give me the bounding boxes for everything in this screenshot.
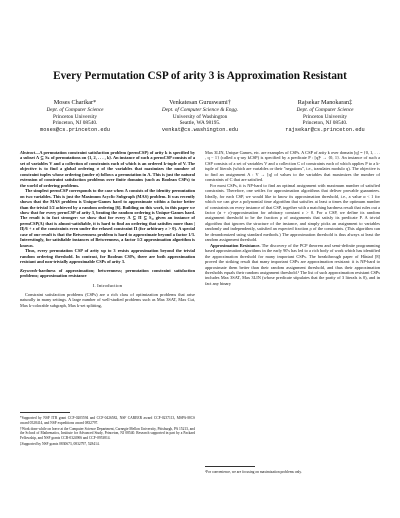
author-city: Princeton, NJ 08540. — [302, 120, 348, 127]
author-city: Princeton, NJ 08540. — [52, 120, 98, 127]
footnotes-left — [20, 412, 195, 448]
abstract — [20, 150, 195, 265]
paragraph-run-in-heading: Approximation Resistance. — [210, 242, 261, 248]
section-heading: I. Introduction — [92, 283, 123, 289]
footnote: ‡Supported by NSF grants 0830673, 0832797, 528414. — [20, 441, 100, 446]
left-column — [20, 150, 195, 308]
abstract-paragraph: The simplest permCSP corresponds to the case when Λ consists of the identity permutation on two variables. This is just the Maximum Acyclic Subgraph (MAS) problem. It was recently shown that the MAS problem is Unique-Games hard to approximate within a factor better than the trivial 1/2 achieved by a random ordering [6]. Building on this work, in this paper we show that for every permCSP of arity 3, beating the random ordering is Unique-Games hard. The result is in fact stronger: we show that for every Λ ⊆ Π ⊆ S₃, given an instance of permCSP(Λ) that is almost-satisfiable, it is hard to find an ordering that satisfies more than |Π|/6 + ε of the constraints even under the relaxed constraint Π (for arbitrary ε > 0). A special case of our result is that the Betweenness problem is hard to approximate beyond a factor 1/3. Interestingly, for satisfiable instances of Betweenness, a factor 1/2 approximation algorithm is known. — [20, 188, 195, 248]
body-paragraph: Constraint satisfaction problems (CSPs) are a rich class of optimization problems that arise naturally in many settings. A large number of well-studied problems such as Max 3SAT, Max Cut, Max k-colorable subgraph, Max k-set splitting, — [20, 291, 195, 308]
footnote-rule — [20, 412, 70, 413]
author-block — [16, 100, 384, 134]
author-affiliation: Dept. of Computer Science — [46, 106, 104, 113]
abstract-paragraph: Thus, every permutation CSP of arity up to 3 resists approximation beyond the trivial random ordering threshold. In contrast, for Boolean CSPs, there are both approximation resistant and non-trivially approximable CSPs of arity 3. — [20, 248, 195, 265]
author-affiliation: Dept. of Computer Science & Engg. — [161, 106, 239, 113]
body-paragraph: Max 3LIN, Unique Games, etc. are examples of CSPs. A CSP of arity k over domain [q] = {0, 1, . . . , q − 1} (called a q-ary kCSP) is specified by a predicate P : [q]ᵏ → {0, 1}. An instance of such a CSP consists of a set of variables V and a collection C of constraints each of which applies P to a k-tuple of literals (which are variables or their "negations", i.e., translates modulo q). The objective is to find an assignment A : V → [q] of values to the variables that maximizes the number of constraints of C that are satisfied. — [205, 150, 380, 183]
author-email: moses@cs.princeton.edu — [40, 127, 110, 134]
author-name: Moses Charikar* — [53, 99, 97, 106]
right-column — [205, 150, 380, 286]
author-email: venkat@cs.washington.edu — [161, 127, 239, 134]
author-institution: Princeton University — [303, 113, 347, 120]
author-2 — [141, 100, 259, 134]
body-paragraph: Approximation Resistance. The discovery of the PCP theorem and semi-definite programming based approximation algorithms in the early 90's has led to a rich body of work which has identified the approximation threshold for many important CSPs. The breakthrough paper of Håstad [8] proved the striking result that many important CSPs are approximation resistant: it is NP-hard to approximate them better than their random assignment threshold, and thus their approximation thresholds equals their random assignment threshold.¹ The list of such approximation resistant CSPs includes Max 3SAT, Max 3LIN (whose predicate stipulates that the parity of 3 literals is 0), and in fact any binary — [205, 242, 380, 286]
author-name: Venkatesan Guruswami† — [169, 99, 231, 106]
paper-title: Every Permutation CSP of arity 3 is Approximation Resistant — [53, 70, 347, 82]
footnote-rule — [205, 466, 255, 467]
footnotes-right — [205, 466, 380, 476]
author-affiliation: Dept. of Computer Science — [296, 106, 354, 113]
author-email: rajsekar@cs.princeton.edu — [285, 127, 365, 134]
author-1 — [16, 100, 134, 134]
author-3 — [266, 100, 384, 134]
keywords-lead: Keywords — [20, 267, 38, 273]
author-institution: University of Washington — [172, 113, 228, 120]
body-paragraph: For most CSPs, it is NP-hard to find an optimal assignment with maximum number of satisfied constraints. Therefore, one settles for approximation algorithms that deliver provable guarantees. Ideally, for each CSP, we would like to know its approximation threshold, i.e., a value α < 1 for which we can give a polynomial time algorithm that satisfies at least α times the optimum number of constraints on every instance of that CSP, together with a matching hardness result that rules out a factor (α + ε)-approximation for arbitrary constant ε > 0. For a CSP, we define its random assignment threshold to be the fraction ρ of assignments that satisfy its predicate P. A trivial algorithm that ignores the structure of the instance, and simply picks an assignment to variables randomly and independently, satisfied an expected fraction ρ of the constraints. (This algorithm can be derandomized using standard methods.) The approximation threshold is thus always at least the random assignment threshold. — [205, 182, 380, 243]
footnote: †Work done while on leave at the Computer Science Department, Carnegie Mellon University, Pittsburgh, PA 15213, and the School of Mathematics, Institute for Advanced Study, Princeton, NJ 08540. Research supported in part by a Packard Fellowship, and NSF grants CCR-0324906 and CCF-0953814. — [20, 426, 195, 440]
introduction-text — [20, 292, 195, 308]
abstract-lead: Abstract — [20, 150, 35, 155]
footnote: ¹For convenience, we are focusing on maximization problems only. — [205, 470, 302, 474]
keywords: Keywords-hardness of approximation; betweenness; permutation constraint satisfaction problems; approximation resistance — [20, 267, 195, 278]
author-name: Rajsekar Manokaran‡ — [297, 99, 353, 106]
author-city: Seattle, WA 98195. — [179, 120, 221, 127]
footnote: *Supported by NSF ITR grant CCF-0205594 and CCF-0426582, NSF CAREER award CCF-0237113, MSPA-MCS award 0528414, and NSF expeditions award 0832797. — [20, 416, 195, 425]
author-institution: Princeton University — [53, 113, 97, 120]
abstract-paragraph: Abstract—A permutation constraint satisfaction problem (permCSP) of arity k is specified by a subset Λ ⊆ Sₖ of permutations on {1, 2, . . . , k}. An instance of such a permCSP consists of a set of variables V and a collection of constraints each of which is an ordered k-tuple of V. The objective is to find a global ordering σ of the variables that maximizes the number of constraint tuples whose ordering (under σ) follows a permutation in Λ. This is just the natural extension of constraint satisfaction problems over finite domains (such as Boolean CSPs) to the world of ordering problems. — [20, 150, 195, 188]
